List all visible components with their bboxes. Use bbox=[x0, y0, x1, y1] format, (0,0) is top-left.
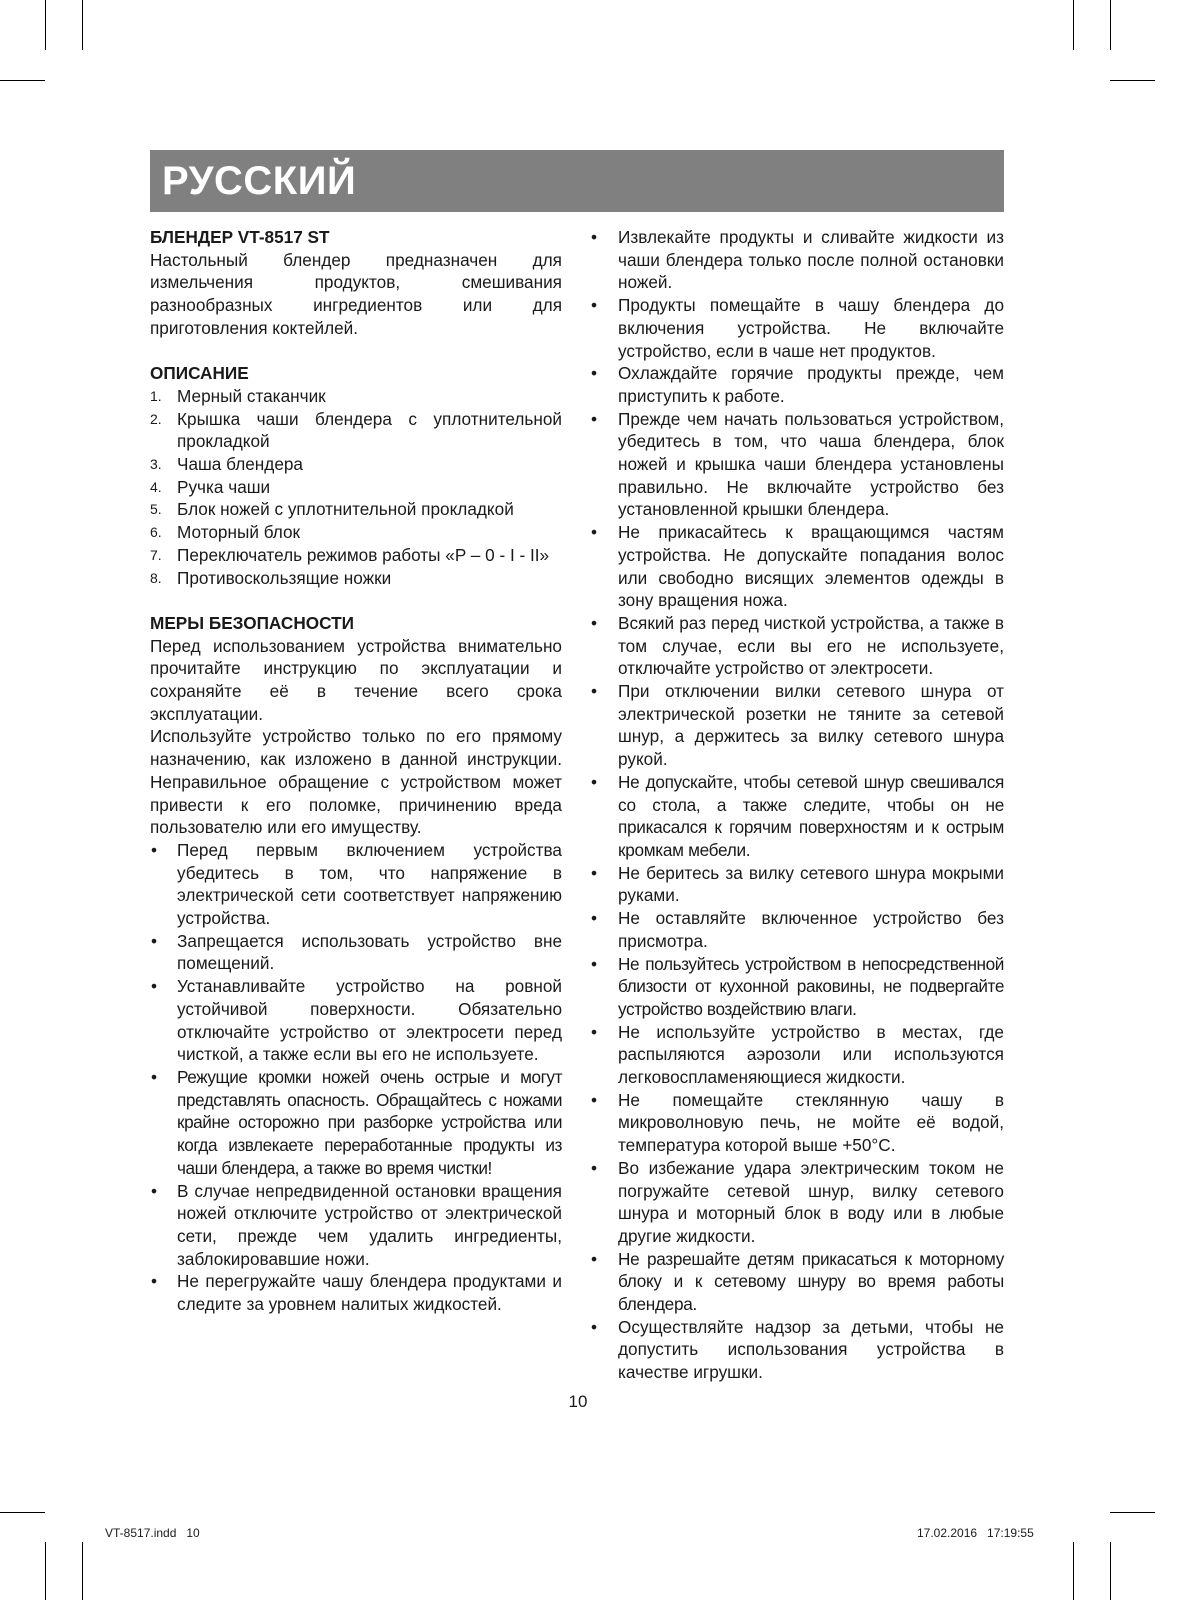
description-heading: ОПИСАНИЕ bbox=[150, 363, 249, 384]
crop-mark bbox=[82, 0, 83, 50]
safety-item bbox=[590, 907, 1004, 952]
crop-mark bbox=[1110, 1542, 1111, 1600]
safety-item bbox=[590, 680, 1004, 771]
item-number: 6. bbox=[150, 524, 162, 541]
footer-timestamp: 17.02.2016 17:19:55 bbox=[917, 1526, 1034, 1540]
safety-item bbox=[150, 975, 562, 1066]
spacer bbox=[150, 340, 562, 363]
bullet: • bbox=[591, 1021, 598, 1042]
item-text: Мерный стаканчик bbox=[177, 385, 326, 406]
item-number: 4. bbox=[150, 478, 162, 495]
bullet: • bbox=[591, 522, 598, 543]
crop-mark bbox=[0, 1512, 45, 1513]
item-text: Противоскользящие ножки bbox=[177, 567, 392, 588]
safety-heading: МЕРЫ БЕЗОПАСНОСТИ bbox=[150, 612, 354, 633]
item-text: Блок ножей с уплотнительной прокладкой bbox=[177, 499, 514, 520]
item-text: Извлекайте продукты и сливайте жидкости из чаши блендера только после полной остановки ножей. bbox=[618, 227, 1004, 293]
crop-mark bbox=[1110, 80, 1155, 81]
safety-paragraph: Перед использованием устройства внимательно прочитайте инструкцию по эксплуатации и сохраняйте её в течение всего срока эксплуатации. bbox=[150, 635, 562, 724]
safety-item bbox=[590, 771, 1004, 862]
safety-item bbox=[150, 1270, 562, 1315]
bullet: • bbox=[591, 1316, 598, 1337]
safety-item bbox=[590, 408, 1004, 522]
safety-item bbox=[150, 930, 562, 975]
bullet: • bbox=[591, 363, 598, 384]
crop-mark bbox=[1073, 0, 1074, 50]
item-text: Во избежание удара электрическим током не погружайте сетевой шнур, вилку сетевого шнура и моторный блок в воду или в любые другие жидкости. bbox=[618, 1157, 1004, 1246]
bullet: • bbox=[151, 1180, 158, 1201]
safety-item bbox=[150, 1180, 562, 1271]
bullet: • bbox=[151, 839, 158, 860]
bullet: • bbox=[151, 1066, 157, 1087]
crop-mark bbox=[1110, 1512, 1155, 1513]
item-text: Крышка чаши блендера с уплотнительной прокладкой bbox=[177, 408, 562, 452]
page-number: 10 bbox=[568, 1392, 588, 1411]
left-column bbox=[150, 226, 562, 1316]
item-text: Перед первым включением устройства убедитесь в том, что напряжение в электрической сети соответствует напряжению устройства. bbox=[177, 839, 562, 929]
safety-item bbox=[590, 1316, 1004, 1384]
description-list bbox=[150, 385, 562, 589]
item-text: Устанавливайте устройство на ровной устойчивой поверхности. Обязательно отключайте устройство от электросети перед чисткой, а также если вы его не используете. bbox=[177, 976, 562, 1065]
safety-item bbox=[590, 612, 1004, 680]
item-text: Не помещайте стеклянную чашу в микроволновую печь, не мойте её водой, температура которой выше +50°С. bbox=[618, 1089, 1004, 1156]
safety-item bbox=[590, 1248, 1004, 1316]
item-text: В случае непредвиденной остановки вращения ножей отключите устройство от электрической сети, прежде чем удалить ингредиенты, заблокировавшие ножи. bbox=[177, 1180, 562, 1269]
item-text: Не пользуйтесь устройством в непосредственной близости от кухонной раковины, не подвергайте устройство воздействию влаги. bbox=[618, 953, 1004, 1019]
description-item bbox=[150, 498, 562, 521]
item-text: Охлаждайте горячие продукты прежде, чем приступить к работе. bbox=[618, 363, 1004, 406]
description-item bbox=[150, 521, 562, 544]
safety-item bbox=[590, 953, 1004, 1021]
banner-title: РУССКИЙ bbox=[162, 159, 357, 203]
footer-file-info: VT-8517.indd 10 bbox=[105, 1526, 200, 1540]
bullet: • bbox=[591, 1157, 598, 1178]
crop-mark bbox=[45, 1542, 46, 1600]
safety-item bbox=[590, 1089, 1004, 1157]
safety-list-left bbox=[150, 839, 562, 1316]
item-text: Чаша блендера bbox=[177, 454, 303, 475]
spacer bbox=[150, 589, 562, 612]
crop-mark bbox=[45, 0, 46, 50]
crop-mark bbox=[1073, 1542, 1074, 1600]
item-text: Не прикасайтесь к вращающимся частям устройства. Не допускайте попадания волос или свободно висящих элементов одежды в зону вращения ножа. bbox=[618, 522, 1004, 611]
safety-item bbox=[590, 521, 1004, 612]
bullet: • bbox=[591, 771, 597, 792]
description-item bbox=[150, 385, 562, 408]
safety-item bbox=[150, 1066, 562, 1180]
bullet: • bbox=[591, 862, 598, 883]
item-text: Ручка чаши bbox=[177, 476, 271, 497]
description-item bbox=[150, 408, 562, 453]
safety-list-right bbox=[590, 226, 1004, 1384]
item-text: Прежде чем начать пользоваться устройством, убедитесь в том, что чаша блендера, блок ножей и крышка чаши блендера установлены правильно. Не включайте устройство без установленной крышки блендера. bbox=[618, 408, 1004, 520]
bullet: • bbox=[591, 953, 597, 974]
intro-paragraph: Настольный блендер предназначен для измельчения продуктов, смешивания разнообразных ингредиентов или для приготовления коктейлей. bbox=[150, 249, 562, 338]
safety-item bbox=[590, 1021, 1004, 1089]
bullet: • bbox=[151, 1271, 158, 1292]
item-text: Всякий раз перед чисткой устройства, а также в том случае, если вы его не используете, отключайте устройство от электросети. bbox=[618, 612, 1004, 679]
item-number: 1. bbox=[150, 387, 162, 404]
crop-mark bbox=[1110, 0, 1111, 50]
safety-item bbox=[590, 226, 1004, 294]
safety-item bbox=[590, 294, 1004, 362]
safety-item bbox=[590, 862, 1004, 907]
crop-mark bbox=[0, 80, 45, 81]
item-number: 7. bbox=[150, 546, 162, 563]
item-text: Режущие кромки ножей очень острые и могут представлять опасность. Обращайтесь с ножами крайне осторожно при разборке устройства или когда извлекаете переработанные продукты из чаши блендера, а также во время чистки! bbox=[177, 1066, 562, 1178]
item-text: Не оставляйте включенное устройство без присмотра. bbox=[618, 908, 1004, 951]
description-item bbox=[150, 453, 562, 476]
safety-paragraph: Используйте устройство только по его прямому назначению, как изложено в данной инструкции. Неправильное обращение с устройством может привести к его поломке, причинению вреда пользователю или его имуществу. bbox=[150, 726, 562, 838]
item-number: 2. bbox=[150, 410, 162, 427]
bullet: • bbox=[591, 612, 598, 633]
safety-item bbox=[150, 839, 562, 930]
bullet: • bbox=[591, 227, 598, 247]
item-text: При отключении вилки сетевого шнура от электрической розетки не тяните за сетевой шнур, а держитесь за вилку сетевого шнура рукой. bbox=[618, 681, 1004, 770]
safety-item bbox=[590, 1157, 1004, 1248]
safety-item bbox=[590, 362, 1004, 407]
item-number: 3. bbox=[150, 456, 162, 473]
product-heading: БЛЕНДЕР VT-8517 ST bbox=[150, 227, 330, 247]
item-text: Продукты помещайте в чашу блендера до включения устройства. Не включайте устройство, если в чаше нет продуктов. bbox=[618, 295, 1004, 361]
item-number: 8. bbox=[150, 569, 162, 586]
bullet: • bbox=[591, 408, 598, 429]
item-text: Переключатель режимов работы «P – 0 - I - II» bbox=[177, 544, 550, 565]
item-text: Осуществляйте надзор за детьми, чтобы не допустить использования устройства в качестве игрушки. bbox=[618, 1316, 1004, 1383]
bullet: • bbox=[591, 1089, 598, 1110]
item-text: Запрещается использовать устройство вне помещений. bbox=[177, 930, 562, 974]
item-text: Не беритесь за вилку сетевого шнура мокрыми руками. bbox=[618, 862, 1004, 906]
item-number: 5. bbox=[150, 501, 162, 518]
description-item bbox=[150, 476, 562, 499]
description-item bbox=[150, 567, 562, 590]
bullet: • bbox=[591, 908, 598, 929]
item-text: Не допускайте, чтобы сетевой шнур свешивался со стола, а также следите, чтобы он не прикасался к горячим поверхностям и к острым кромкам мебели. bbox=[618, 771, 1004, 860]
item-text: Не используйте устройство в местах, где распыляются аэрозоли или используются легковоспламеняющиеся жидкости. bbox=[618, 1021, 1004, 1088]
item-text: Моторный блок bbox=[177, 522, 301, 543]
bullet: • bbox=[591, 295, 598, 316]
item-text: Не разрешайте детям прикасаться к моторному блоку и к сетевому шнуру во время работы блендера. bbox=[618, 1248, 1004, 1315]
description-item bbox=[150, 544, 562, 567]
language-banner bbox=[150, 150, 1004, 212]
bullet: • bbox=[591, 681, 598, 702]
bullet: • bbox=[591, 1248, 597, 1269]
crop-mark bbox=[82, 1542, 83, 1600]
item-text: Не перегружайте чашу блендера продуктами и следите за уровнем налитых жидкостей. bbox=[177, 1271, 562, 1315]
bullet: • bbox=[151, 930, 158, 951]
right-column bbox=[590, 226, 1004, 1384]
bullet: • bbox=[151, 976, 158, 997]
